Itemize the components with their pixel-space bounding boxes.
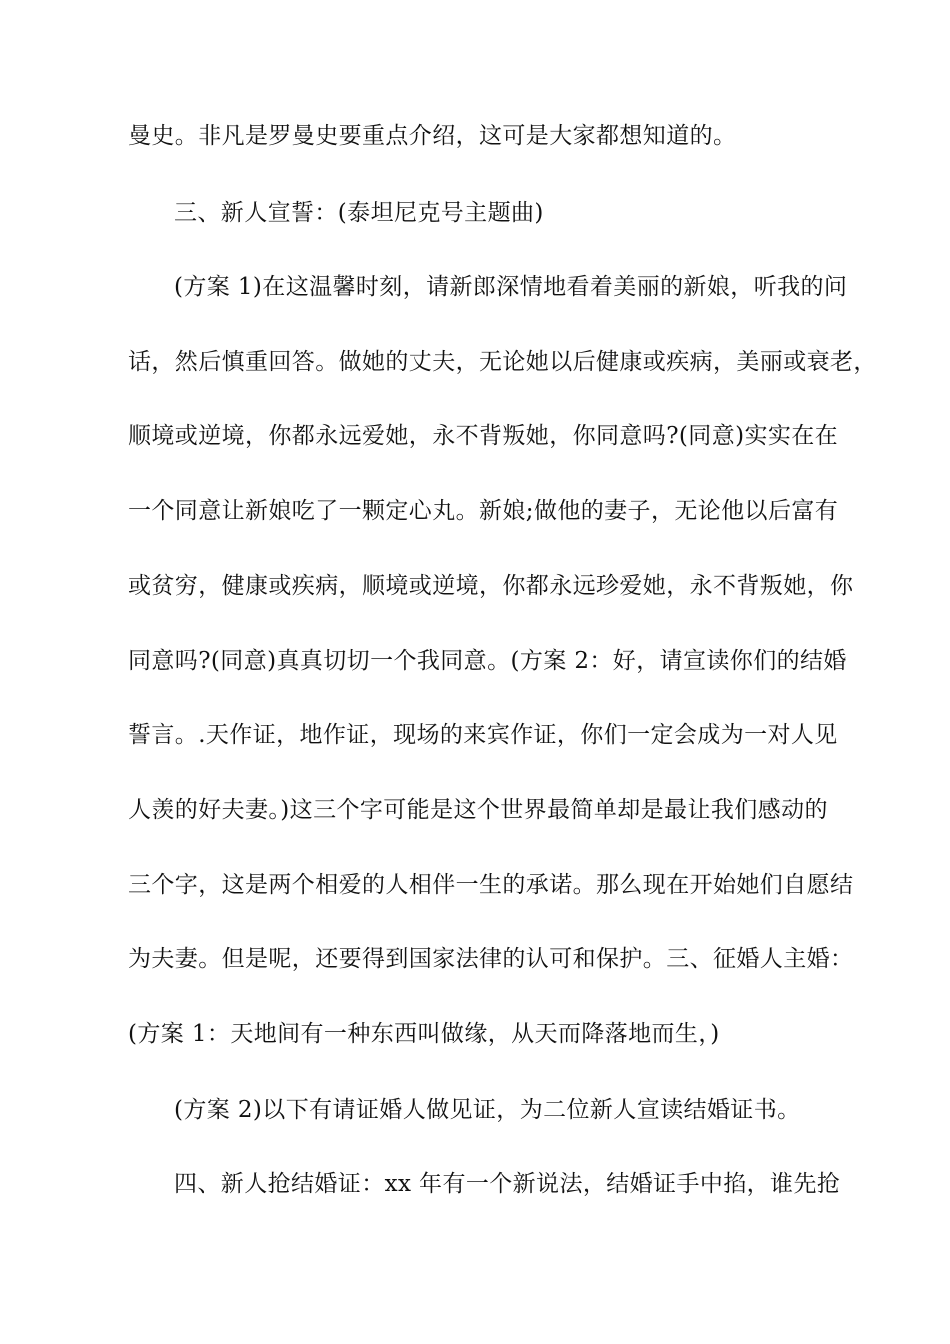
text-line-3: (方案 1)在这温馨时刻，请新郎深情地看着美丽的新娘，听我的问	[174, 274, 848, 300]
text-line-4: 话，然后慎重回答。做她的丈夫，无论她以后健康或疾病，美丽或衰老，	[128, 349, 877, 375]
section-heading-vows: 三、新人宣誓：(泰坦尼克号主题曲)	[174, 200, 544, 226]
text-line-1: 曼史。非凡是罗曼史要重点介绍，这可是大家都想知道的。	[128, 123, 737, 149]
text-line-13: (方案 1：天地间有一种东西叫做缘，从天而降落地而生，)	[128, 1021, 720, 1047]
text-line-9: 誓言。.天作证，地作证，现场的来宾作证，你们一定会成为一对人见	[128, 722, 838, 748]
text-line-5: 顺境或逆境，你都永远爱她，永不背叛她，你同意吗?(同意)实实在在	[128, 423, 839, 449]
text-line-7: 或贫穷，健康或疾病，顺境或逆境，你都永远珍爱她，永不背叛她，你	[128, 573, 854, 599]
text-line-8: 同意吗?(同意)真真切切一个我同意。(方案 2：好，请宣读你们的结婚	[128, 648, 847, 674]
text-line-10: 人羡的好夫妻。)这三个字可能是这个世界最简单却是最让我们感动的	[128, 797, 828, 823]
section-heading-certificate: 四、新人抢结婚证：xx 年有一个新说法，结婚证手中掐，谁先抢	[174, 1171, 841, 1197]
text-line-6: 一个同意让新娘吃了一颗定心丸。新娘;做他的妻子，无论他以后富有	[128, 498, 839, 524]
text-line-12: 为夫妻。但是呢，还要得到国家法律的认可和保护。三、征婚人主婚：	[128, 946, 854, 972]
text-line-11: 三个字，这是两个相爱的人相伴一生的承诺。那么现在开始她们自愿结	[128, 872, 854, 898]
text-line-14: (方案 2)以下有请证婚人做见证，为二位新人宣读结婚证书。	[174, 1097, 801, 1123]
